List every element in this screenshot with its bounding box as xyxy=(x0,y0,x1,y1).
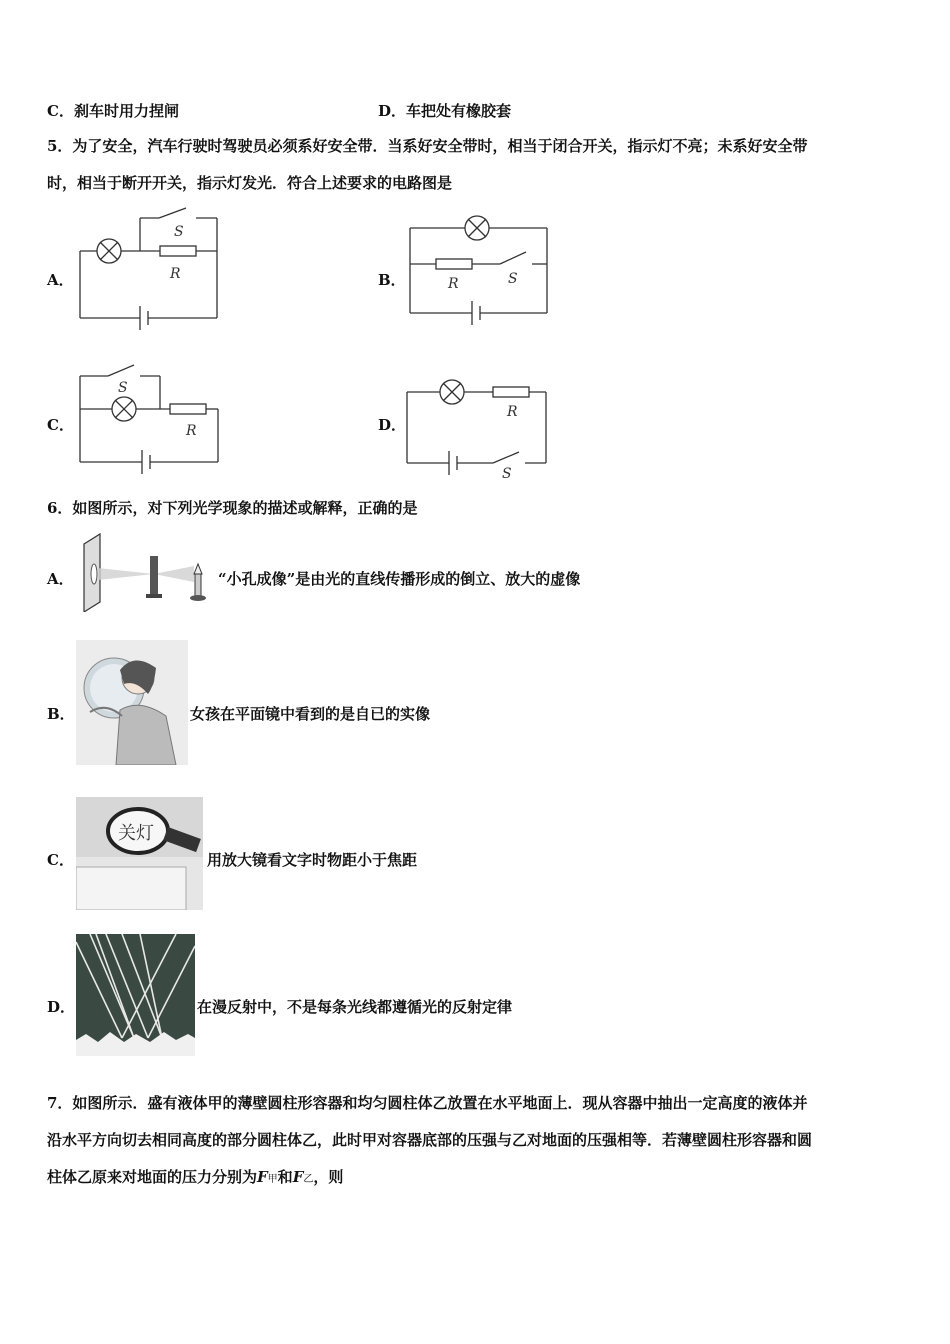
q6-label-a: A． xyxy=(47,570,74,588)
q4-option-c: C．刹车时用力捏闸 xyxy=(47,102,179,120)
q5-label-a: A． xyxy=(47,271,74,289)
switch-label: S xyxy=(118,380,128,396)
q5-label-d: D． xyxy=(378,416,407,434)
circuit-diagram-b xyxy=(408,216,553,331)
magnifier-text: 关灯 xyxy=(118,823,154,844)
q7-and: 和 xyxy=(277,1168,293,1186)
switch-icon xyxy=(493,452,519,463)
q7-line2: 沿水平方向切去相同高度的部分圆柱体乙，此时甲对容器底部的压强与乙对地面的压强相等．若薄壁圆柱形容器和圆 xyxy=(47,1131,813,1149)
diffuse-reflection-image xyxy=(76,934,195,1056)
q6-label-c: C． xyxy=(47,851,74,869)
q5-stem-line2: 时，相当于断开开关，指示灯发光．符合上述要求的电路图是 xyxy=(47,174,453,192)
q6-label-b: B． xyxy=(47,705,75,723)
q4-option-d: D．车把处有橡胶套 xyxy=(378,102,512,120)
switch-label: S xyxy=(502,466,512,482)
q6-text-a: “小孔成像”是由光的直线传播形成的倒立、放大的虚像 xyxy=(218,570,581,588)
resistor-label: R xyxy=(186,423,197,439)
resistor-label: R xyxy=(507,404,518,420)
q6-text-d: 在漫反射中，不是每条光线都遵循光的反射定律 xyxy=(197,998,513,1016)
circuit-diagram-c xyxy=(78,362,223,467)
force-symbol-yi: F xyxy=(292,1168,304,1186)
q6-text-b: 女孩在平面镜中看到的是自已的实像 xyxy=(190,705,431,723)
subscript-jia: 甲 xyxy=(267,1174,278,1185)
resistor-label: R xyxy=(448,276,459,292)
q7-line3-prefix: 柱体乙原来对地面的压力分别为 xyxy=(47,1168,258,1186)
circuit-diagram-a xyxy=(78,208,223,333)
switch-label: S xyxy=(508,271,518,287)
q6-label-d: D． xyxy=(47,998,76,1016)
resistor-icon xyxy=(493,387,529,397)
circuit-diagram-d xyxy=(405,380,550,480)
resistor-icon xyxy=(170,404,206,414)
switch-label: S xyxy=(174,224,184,240)
q5-label-c: C． xyxy=(47,416,74,434)
switch-icon xyxy=(500,252,526,264)
q6-text-c: 用放大镜看文字时物距小于焦距 xyxy=(207,851,418,869)
q5-stem-line1: 5．为了安全，汽车行驶时驾驶员必须系好安全带．当系好安全带时，相当于闭合开关，指示灯不亮；未系好安全带 xyxy=(47,137,808,155)
q5-label-b: B． xyxy=(378,271,406,289)
switch-icon xyxy=(108,365,134,376)
subscript-yi: 乙 xyxy=(303,1174,314,1185)
switch-icon xyxy=(159,208,186,218)
mirror-girl-image xyxy=(76,640,188,765)
q7-line3-suffix: ，则 xyxy=(313,1168,344,1186)
q6-stem: 6．如图所示，对下列光学现象的描述或解释，正确的是 xyxy=(47,499,418,517)
q7-line1: 7．如图所示．盛有液体甲的薄壁圆柱形容器和均匀圆柱体乙放置在水平地面上．现从容器中抽出一定高度的液体并 xyxy=(47,1094,808,1112)
pinhole-camera-image xyxy=(76,530,214,612)
q7-line3 xyxy=(47,1167,343,1190)
resistor-icon xyxy=(160,246,196,256)
resistor-label: R xyxy=(170,266,181,282)
force-symbol-jia: F xyxy=(257,1168,268,1186)
resistor-icon xyxy=(436,259,472,269)
magnifier-image xyxy=(76,797,203,910)
